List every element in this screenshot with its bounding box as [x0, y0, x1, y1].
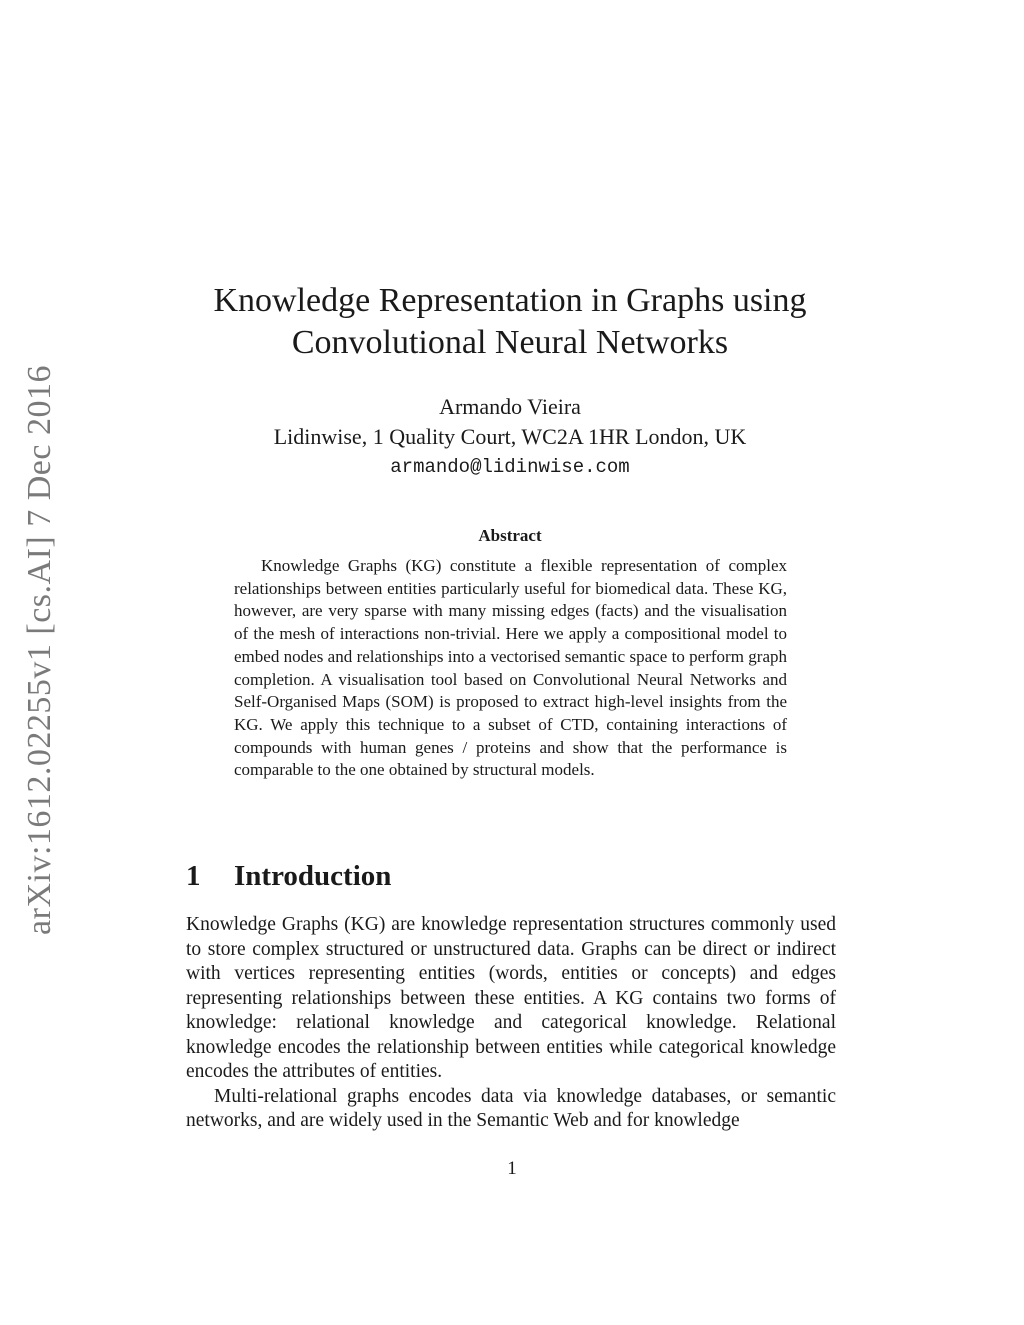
- section-heading-introduction: [186, 860, 391, 893]
- section-title: Introduction: [234, 860, 392, 892]
- title-line-1: Knowledge Representation in Graphs using: [213, 282, 807, 319]
- abstract-body: Knowledge Graphs (KG) constitute a flexible representation of complex relationships between entities particularly useful for biomedical data. These KG, however, are very sparse with many missing edges (facts) and the visualisation of the mesh of interactions non-trivial. Here we apply a compositional model to embed nodes and relationships into a vectorised semantic space to perform graph completion. A visualisation tool based on Convolutional Neural Networks and Self-Organised Maps (SOM) is proposed to extract high-level insights from the KG. We apply this technique to a subset of CTD, containing interactions of compounds with human genes / proteins and show that the performance is comparable to the one obtained by structural models.: [234, 556, 787, 780]
- author-email: armando@lidinwise.com: [390, 456, 630, 478]
- paper-title: [160, 280, 860, 364]
- section-number: 1: [186, 860, 201, 892]
- abstract-heading: Abstract: [478, 526, 542, 545]
- intro-paragraph-2: Multi-relational graphs encodes data via knowledge databases, or semantic networks, and are widely used in the Semantic Web and for knowledge: [186, 1085, 836, 1131]
- introduction-body: [186, 913, 836, 1134]
- author-affiliation: Lidinwise, 1 Quality Court, WC2A 1HR London, UK: [273, 424, 747, 449]
- author-block: [160, 392, 860, 482]
- title-line-2: Convolutional Neural Networks: [291, 324, 729, 361]
- intro-paragraph-1: Knowledge Graphs (KG) are knowledge representation structures commonly used to store complex structured or unstructured data. Graphs can be direct or indirect with vertices representing entities (words, entities or concepts) and edges representing relationships between these entities. A KG contains two forms of knowledge: relational knowledge and categorical knowledge. Relational knowledge encodes the relationship between entities while categorical knowledge encodes the attributes of entities.: [186, 914, 836, 1082]
- author-name: Armando Vieira: [439, 394, 581, 419]
- page-number: 1: [507, 1158, 517, 1179]
- arxiv-side-stamp: arXiv:1612.02255v1 [cs.AI] 7 Dec 2016: [21, 365, 58, 935]
